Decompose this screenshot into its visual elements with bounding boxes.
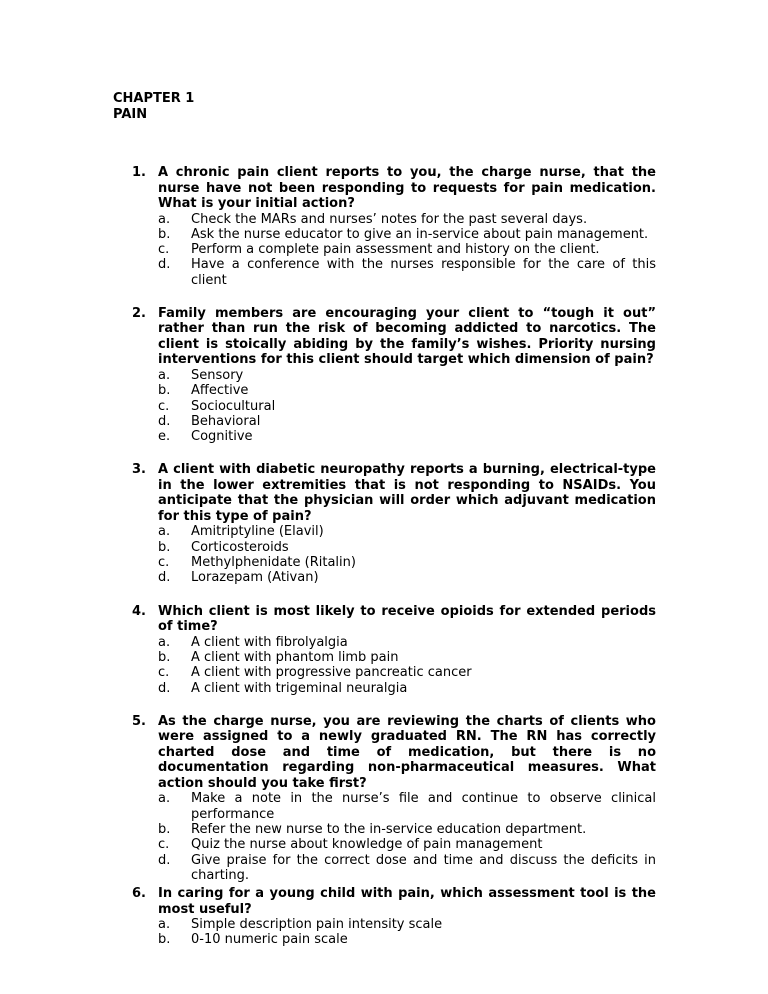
option-letter: b. (158, 539, 171, 555)
answer-option (158, 635, 656, 650)
question-list (133, 165, 656, 948)
option-text: Cognitive (191, 429, 253, 445)
answer-options (158, 635, 656, 696)
option-text: Behavioral (191, 413, 261, 429)
answer-options (158, 524, 656, 585)
option-text: A client with fibrolyalgia (191, 634, 348, 650)
option-letter: c. (158, 837, 170, 853)
answer-option (158, 917, 656, 932)
option-text: A client with progressive pancreatic cancer (191, 665, 472, 681)
option-text: Sensory (191, 367, 244, 383)
option-text: Simple description pain intensity scale (191, 917, 443, 933)
answer-options (158, 791, 656, 883)
chapter-heading (113, 91, 194, 123)
option-text: Refer the new nurse to the in-service education department. (191, 821, 587, 837)
question-number: 3. (132, 462, 146, 478)
question-number: 2. (132, 305, 146, 321)
question-6 (133, 886, 656, 948)
question-number: 1. (132, 165, 146, 180)
answer-option (158, 570, 656, 585)
option-letter: b. (158, 932, 171, 948)
answer-option (158, 853, 656, 884)
answer-option (158, 242, 656, 257)
option-text: Lorazepam (Ativan) (191, 570, 319, 586)
option-letter: e. (158, 429, 171, 445)
answer-options (158, 212, 656, 288)
option-letter: a. (158, 211, 171, 227)
option-letter: a. (158, 524, 171, 540)
answer-option (158, 681, 656, 696)
option-letter: d. (158, 680, 171, 696)
answer-option (158, 212, 656, 227)
question-1 (133, 165, 656, 288)
answer-option (158, 524, 656, 539)
question-5 (133, 714, 656, 883)
answer-option (158, 650, 656, 665)
option-letter: b. (158, 649, 171, 665)
option-text: Affective (191, 383, 249, 399)
question-stem: Family members are encouraging your client to “tough it out” rather than run the risk of becoming addicted to narcotics. The client is stoically abiding by the family’s wishes. Priority nursing interventions for this client should target which dimension of pain? (158, 305, 656, 368)
option-letter: c. (158, 555, 170, 571)
answer-option (158, 822, 656, 837)
answer-option (158, 414, 656, 429)
question-number: 6. (132, 886, 146, 902)
answer-options (158, 917, 656, 948)
question-stem: In caring for a young child with pain, which assessment tool is the most useful? (158, 886, 656, 917)
answer-option (158, 399, 656, 414)
question-stem: Which client is most likely to receive opioids for extended periods of time? (158, 603, 656, 635)
option-text: 0-10 numeric pain scale (191, 932, 348, 948)
question-number: 4. (132, 603, 146, 619)
answer-option (158, 257, 656, 288)
answer-option (158, 368, 656, 383)
option-text: Corticosteroids (191, 539, 289, 555)
option-text: A client with trigeminal neuralgia (191, 680, 408, 696)
question-4 (133, 604, 656, 696)
option-text: Quiz the nurse about knowledge of pain management (191, 837, 543, 853)
question-2 (133, 306, 656, 444)
answer-option (158, 791, 656, 822)
option-text: Sociocultural (191, 398, 276, 414)
answer-option (158, 540, 656, 555)
question-stem: A client with diabetic neuropathy reports a burning, electrical-type in the lower extremities that is not responding to NSAIDs. You anticipate that the physician will order which adjuvant medication for this type of pain? (158, 462, 656, 524)
option-text: Have a conference with the nurses responsible for the care of this client (191, 257, 656, 288)
answer-option (158, 665, 656, 680)
option-text: Ask the nurse educator to give an in-service about pain management. (191, 226, 649, 242)
option-text: A client with phantom limb pain (191, 649, 399, 665)
option-letter: c. (158, 665, 170, 681)
option-letter: a. (158, 634, 171, 650)
answer-options (158, 368, 656, 444)
option-text: Perform a complete pain assessment and history on the client. (191, 242, 600, 258)
option-letter: d. (158, 257, 171, 273)
option-text: Check the MARs and nurses’ notes for the past several days. (191, 211, 588, 227)
chapter-title: PAIN (113, 107, 148, 122)
option-text: Methylphenidate (Ritalin) (191, 555, 356, 571)
option-letter: d. (158, 852, 171, 868)
answer-option (158, 932, 656, 947)
option-text: Give praise for the correct dose and time and discuss the deficits in charting. (191, 852, 656, 883)
option-letter: a. (158, 917, 171, 933)
question-number: 5. (132, 713, 146, 729)
option-letter: b. (158, 383, 171, 399)
answer-option (158, 429, 656, 444)
option-letter: a. (158, 367, 171, 383)
option-letter: b. (158, 226, 171, 242)
question-stem: As the charge nurse, you are reviewing the charts of clients who were assigned to a newly graduated RN. The RN has correctly charted dose and time of medication, but there is no documentation regarding non-pharmaceutical measures. What action should you take first? (158, 713, 656, 791)
answer-option (158, 383, 656, 398)
option-letter: a. (158, 791, 171, 807)
question-stem: A chronic pain client reports to you, the charge nurse, that the nurse have not been responding to requests for pain medication. What is your initial action? (158, 165, 656, 211)
option-letter: d. (158, 413, 171, 429)
answer-option (158, 227, 656, 242)
option-text: Amitriptyline (Elavil) (191, 524, 324, 540)
question-3 (133, 462, 656, 585)
answer-option (158, 837, 656, 852)
option-text: Make a note in the nurse’s file and continue to observe clinical performance (191, 791, 656, 822)
option-letter: d. (158, 570, 171, 586)
option-letter: b. (158, 821, 171, 837)
answer-option (158, 555, 656, 570)
chapter-number: CHAPTER 1 (113, 91, 195, 106)
option-letter: c. (158, 242, 170, 258)
option-letter: c. (158, 398, 170, 414)
